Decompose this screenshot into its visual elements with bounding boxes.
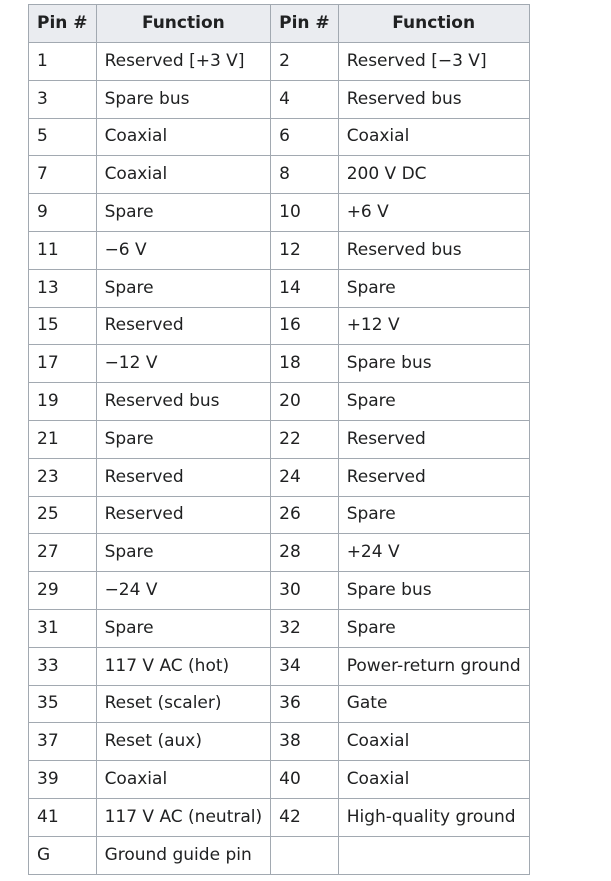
table-row bbox=[29, 798, 530, 836]
pin-number-right: 12 bbox=[271, 231, 339, 269]
pin-function-left: −24 V bbox=[96, 572, 271, 610]
table-row bbox=[29, 723, 530, 761]
pin-number-right: 16 bbox=[271, 307, 339, 345]
pin-number-left: 25 bbox=[29, 496, 97, 534]
pin-number-right: 20 bbox=[271, 383, 339, 421]
pin-number-left: 5 bbox=[29, 118, 97, 156]
column-header-function-left: Function bbox=[96, 5, 271, 43]
pin-number-left: 9 bbox=[29, 194, 97, 232]
pin-function-right: Coaxial bbox=[338, 118, 529, 156]
pin-number-right: 36 bbox=[271, 685, 339, 723]
table-row bbox=[29, 496, 530, 534]
pin-function-right: Gate bbox=[338, 685, 529, 723]
pin-number-left: 35 bbox=[29, 685, 97, 723]
pin-function-left: Coaxial bbox=[96, 761, 271, 799]
pin-function-right: 200 V DC bbox=[338, 156, 529, 194]
table-row bbox=[29, 80, 530, 118]
pin-function-right: Coaxial bbox=[338, 761, 529, 799]
pin-function-right: +24 V bbox=[338, 534, 529, 572]
pin-function-right: Spare bbox=[338, 269, 529, 307]
pin-function-left: Spare bbox=[96, 269, 271, 307]
table-row bbox=[29, 383, 530, 421]
column-header-function-right: Function bbox=[338, 5, 529, 43]
table-row bbox=[29, 685, 530, 723]
pin-number-left: 39 bbox=[29, 761, 97, 799]
table-row bbox=[29, 307, 530, 345]
pin-number-left: G bbox=[29, 836, 97, 874]
pin-number-left: 31 bbox=[29, 609, 97, 647]
pin-function-left: Spare bus bbox=[96, 80, 271, 118]
pin-number-left: 21 bbox=[29, 420, 97, 458]
pin-number-left: 1 bbox=[29, 43, 97, 81]
table-body bbox=[29, 43, 530, 875]
pin-function-left: −6 V bbox=[96, 231, 271, 269]
pin-function-left: Coaxial bbox=[96, 118, 271, 156]
table-row bbox=[29, 269, 530, 307]
pin-function-right: Reserved bbox=[338, 458, 529, 496]
pin-function-left: Spare bbox=[96, 194, 271, 232]
pin-function-right: Spare bbox=[338, 609, 529, 647]
table-row bbox=[29, 458, 530, 496]
table-row bbox=[29, 420, 530, 458]
pin-number-left: 33 bbox=[29, 647, 97, 685]
pin-function-right: Spare bbox=[338, 496, 529, 534]
pin-number-left: 29 bbox=[29, 572, 97, 610]
table-row bbox=[29, 345, 530, 383]
pin-function-right: High-quality ground bbox=[338, 798, 529, 836]
pin-function-left: Reserved bbox=[96, 307, 271, 345]
pin-number-left: 7 bbox=[29, 156, 97, 194]
table-row bbox=[29, 534, 530, 572]
pin-function-right: Reserved [−3 V] bbox=[338, 43, 529, 81]
table-row bbox=[29, 647, 530, 685]
pin-number-left: 11 bbox=[29, 231, 97, 269]
pin-number-right: 30 bbox=[271, 572, 339, 610]
table-row bbox=[29, 836, 530, 874]
pin-function-left: Spare bbox=[96, 534, 271, 572]
pin-function-left: Spare bbox=[96, 420, 271, 458]
pin-number-right: 32 bbox=[271, 609, 339, 647]
table-row bbox=[29, 761, 530, 799]
pin-function-right: Spare bus bbox=[338, 345, 529, 383]
table-row bbox=[29, 156, 530, 194]
pin-number-right: 4 bbox=[271, 80, 339, 118]
pin-function-right: Reserved bbox=[338, 420, 529, 458]
pin-number-right: 34 bbox=[271, 647, 339, 685]
pin-number-right: 42 bbox=[271, 798, 339, 836]
pin-function-left: 117 V AC (hot) bbox=[96, 647, 271, 685]
pin-number-right: 8 bbox=[271, 156, 339, 194]
pin-function-left: Coaxial bbox=[96, 156, 271, 194]
pin-function-right: Power-return ground bbox=[338, 647, 529, 685]
pin-number-right: 26 bbox=[271, 496, 339, 534]
pin-number-left: 23 bbox=[29, 458, 97, 496]
pin-function-left: −12 V bbox=[96, 345, 271, 383]
pin-number-left: 3 bbox=[29, 80, 97, 118]
pin-number-left: 15 bbox=[29, 307, 97, 345]
pin-function-right: +12 V bbox=[338, 307, 529, 345]
pin-number-left: 41 bbox=[29, 798, 97, 836]
pin-number-right: 10 bbox=[271, 194, 339, 232]
pin-function-left: Spare bbox=[96, 609, 271, 647]
table-row bbox=[29, 572, 530, 610]
pin-function-left: Reserved bus bbox=[96, 383, 271, 421]
pin-function-left: Reserved bbox=[96, 496, 271, 534]
pin-number-left: 37 bbox=[29, 723, 97, 761]
pin-function-right: Spare bbox=[338, 383, 529, 421]
pin-number-left: 17 bbox=[29, 345, 97, 383]
pin-number-right: 6 bbox=[271, 118, 339, 156]
pin-number-right: 14 bbox=[271, 269, 339, 307]
table-row bbox=[29, 609, 530, 647]
pin-number-right bbox=[271, 836, 339, 874]
pin-function-right: Spare bus bbox=[338, 572, 529, 610]
pin-function-left: Ground guide pin bbox=[96, 836, 271, 874]
pin-number-right: 28 bbox=[271, 534, 339, 572]
pin-number-left: 13 bbox=[29, 269, 97, 307]
pin-number-right: 40 bbox=[271, 761, 339, 799]
pin-number-right: 38 bbox=[271, 723, 339, 761]
header-row bbox=[29, 5, 530, 43]
pin-number-left: 27 bbox=[29, 534, 97, 572]
column-header-pin-right: Pin # bbox=[271, 5, 339, 43]
pin-function-left: Reset (aux) bbox=[96, 723, 271, 761]
pin-function-left: Reserved bbox=[96, 458, 271, 496]
pin-function-left: 117 V AC (neutral) bbox=[96, 798, 271, 836]
table-row bbox=[29, 231, 530, 269]
column-header-pin-left: Pin # bbox=[29, 5, 97, 43]
pin-number-right: 22 bbox=[271, 420, 339, 458]
pin-number-left: 19 bbox=[29, 383, 97, 421]
table-row bbox=[29, 43, 530, 81]
pin-number-right: 18 bbox=[271, 345, 339, 383]
pin-function-right: Reserved bus bbox=[338, 80, 529, 118]
pin-assignment-table bbox=[28, 4, 530, 875]
table-row bbox=[29, 118, 530, 156]
pin-function-left: Reset (scaler) bbox=[96, 685, 271, 723]
pin-function-left: Reserved [+3 V] bbox=[96, 43, 271, 81]
pin-function-right: Reserved bus bbox=[338, 231, 529, 269]
table-row bbox=[29, 194, 530, 232]
pin-number-right: 2 bbox=[271, 43, 339, 81]
pin-number-right: 24 bbox=[271, 458, 339, 496]
pin-function-right: Coaxial bbox=[338, 723, 529, 761]
pin-function-right: +6 V bbox=[338, 194, 529, 232]
pin-function-right bbox=[338, 836, 529, 874]
